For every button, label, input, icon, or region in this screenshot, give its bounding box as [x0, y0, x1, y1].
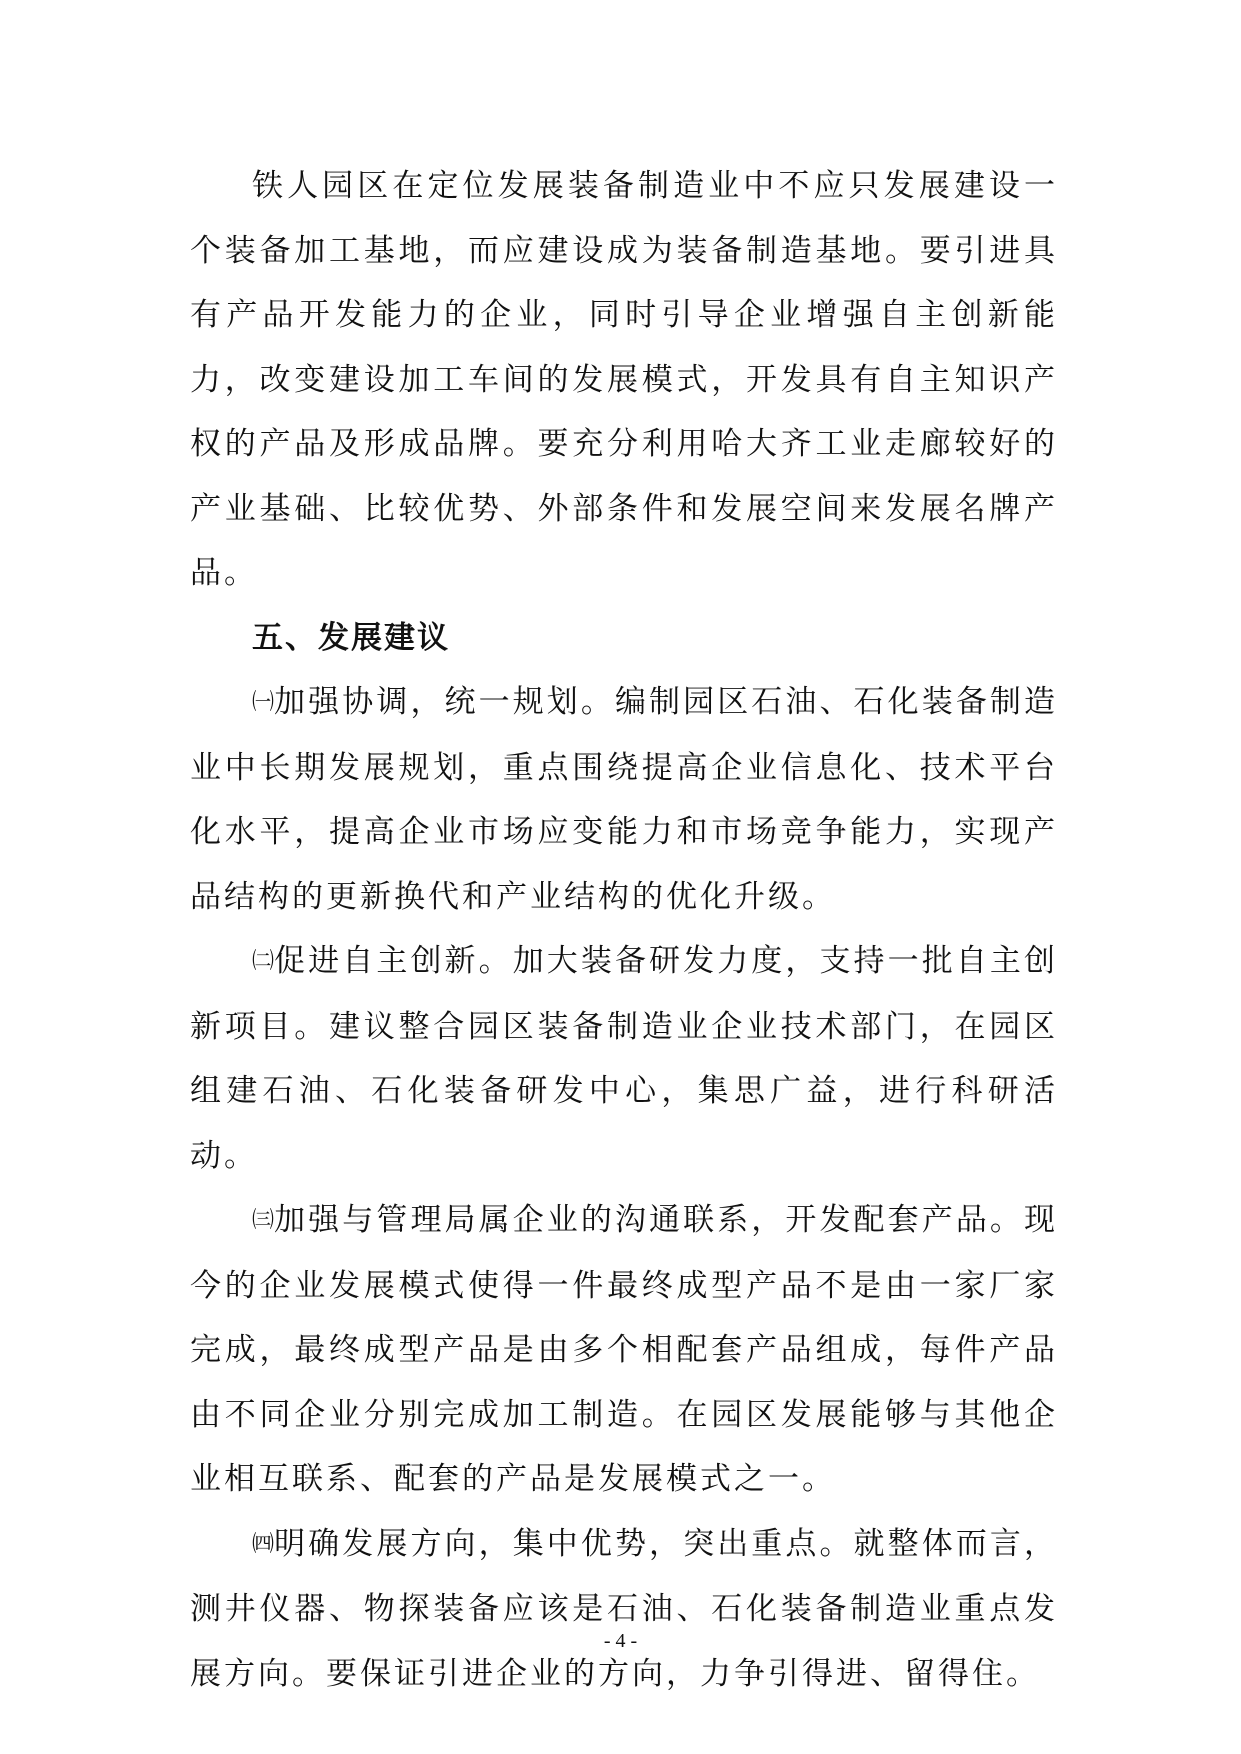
- suggestion-3: [190, 1188, 1058, 1512]
- body-text: [190, 154, 1058, 1706]
- suggestion-3-marker: ㈢: [252, 1208, 275, 1233]
- suggestion-4-marker: ㈣: [252, 1531, 275, 1557]
- suggestion-2-text: 促进自主创新。加大装备研发力度，支持一批自主创新项目。建议整合园区装备制造业企业技术部门，在园区组建石油、石化装备研发中心，集思广益，进行科研活动。: [190, 943, 1058, 1174]
- suggestion-4-text: 明确发展方向，集中优势，突出重点。就整体而言，测井仪器、物探装备应该是石油、石化装备制造业重点发展方向。要保证引进企业的方向，力争引得进、留得住。: [190, 1525, 1058, 1692]
- suggestion-2-marker: ㈡: [252, 949, 275, 974]
- page-number: - 4 -: [603, 1630, 638, 1652]
- suggestion-4: [190, 1512, 1058, 1707]
- paragraph-intro: 铁人园区在定位发展装备制造业中不应只发展建设一个装备加工基地，而应建设成为装备制造基地。要引进具有产品开发能力的企业，同时引导企业增强自主创新能力，改变建设加工车间的发展模式，开发具有自主知识产权的产品及形成品牌。要充分利用哈大齐工业走廊较好的产业基础、比较优势、外部条件和发展空间来发展名牌产品。: [190, 168, 1058, 591]
- section-heading: 五、发展建议: [252, 619, 450, 656]
- suggestion-2: [190, 929, 1058, 1188]
- suggestion-1: [190, 670, 1058, 929]
- suggestion-1-marker: ㈠: [252, 690, 275, 715]
- suggestion-3-text: 加强与管理局属企业的沟通联系，开发配套产品。现今的企业发展模式使得一件最终成型产品不是由一家厂家完成，最终成型产品是由多个相配套产品组成，每件产品由不同企业分别完成加工制造。在园区发展能够与其他企业相互联系、配套的产品是发展模式之一。: [190, 1202, 1058, 1497]
- suggestion-1-text: 加强协调，统一规划。编制园区石油、石化装备制造业中长期发展规划，重点围绕提高企业信息化、技术平台化水平，提高企业市场应变能力和市场竞争能力，实现产品结构的更新换代和产业结构的优化升级。: [190, 684, 1058, 915]
